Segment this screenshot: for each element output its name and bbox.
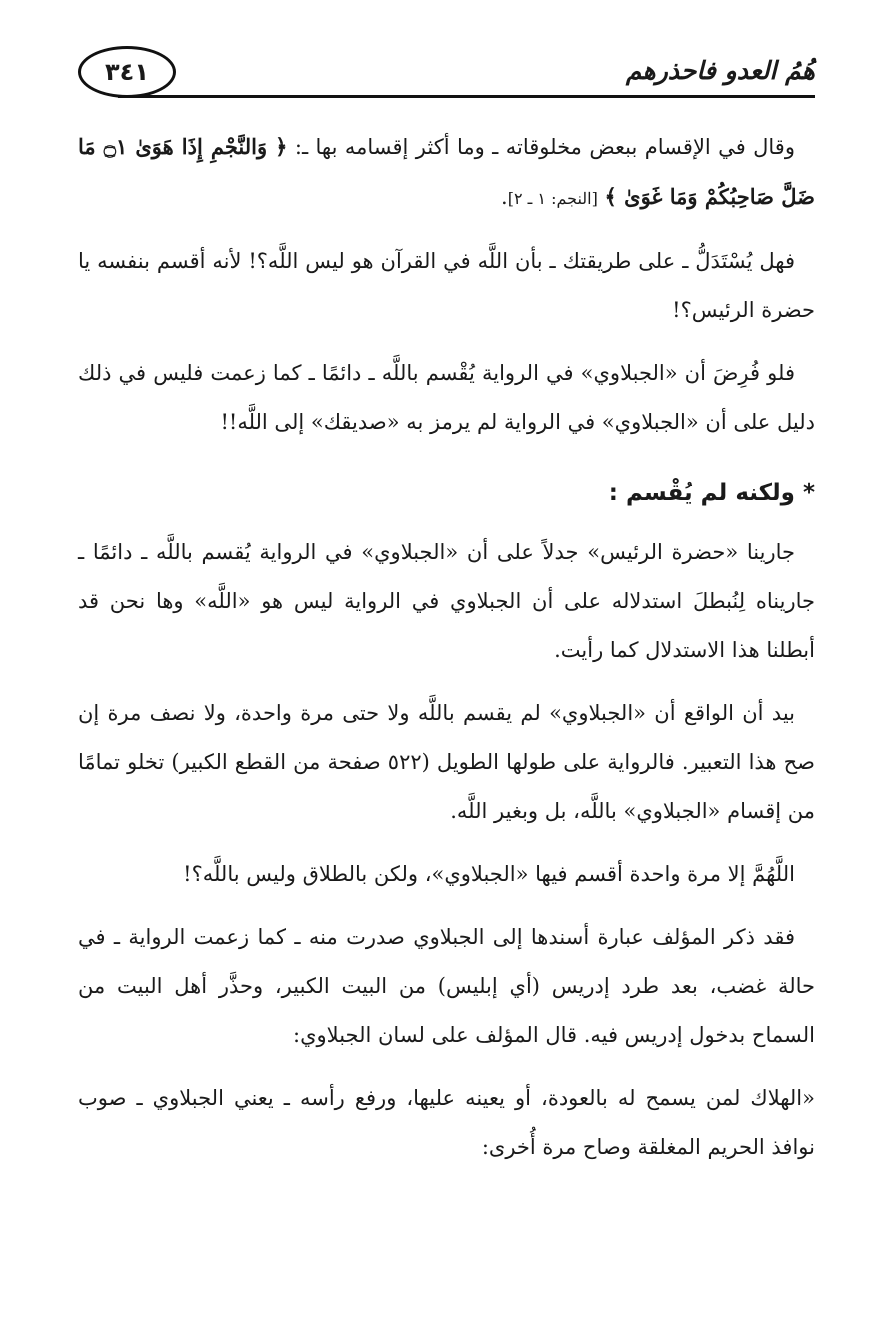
paragraph-oath-creations: [78, 122, 815, 223]
paragraph: فهل يُسْتَدَلُّ ـ على طريقتك ـ بأن اللَّه في القرآن هو ليس اللَّه؟! لأنه أقسم بنفسه يا حضرة الرئيس؟!: [78, 249, 815, 322]
paragraph-text: .: [501, 185, 508, 209]
quoted-paragraph: «الهلاك لمن يسمح له بالعودة، أو يعينه عليها، ورفع رأسه ـ يعني الجبلاوي ـ صوب نوافذ الحريم المغلقة وصاح مرة أُخرى:: [78, 1086, 815, 1159]
running-title: هُمُ العدو فاحذرهم: [625, 56, 815, 85]
page-header: [78, 44, 815, 104]
paragraph: فقد ذكر المؤلف عبارة أسندها إلى الجبلاوي صدرت منه ـ كما زعمت الرواية ـ في حالة غضب، بعد طرد إدريس (أي إبليس) من البيت الكبير، وحذَّر أهل البيت من السماح بدخول إدريس فيه. قال المؤلف على لسان الجبلاوي:: [78, 925, 815, 1047]
quran-verse: ﴿ وَالنَّجْمِ إِذَا هَوَىٰ ۝١ مَا ضَلَّ صَاحِبُكُمْ وَمَا غَوَىٰ ﴾: [78, 134, 815, 209]
paragraph: اللَّهُمَّ إلا مرة واحدة أقسم فيها «الجبلاوي»، ولكن بالطلاق وليس باللَّه؟!: [183, 862, 795, 886]
paragraph: جارينا «حضرة الرئيس» جدلاً على أن «الجبلاوي» في الرواية يُقسم باللَّه ـ دائمًا ـ جاريناه لِنُبطلَ استدلاله على أن الجبلاوي في الرواية ليس هو «اللَّه» وها نحن قد أبطلنا هذا الاستدلال كما رأيت.: [78, 540, 815, 662]
header-rule: [118, 95, 815, 98]
paragraph: فلو فُرِضَ أن «الجبلاوي» في الرواية يُقْسم باللَّه ـ دائمًا ـ كما زعمت فليس في ذلك دليل على أن «الجبلاوي» في الرواية لم يرمز به «صديقك» إلى اللَّه!!: [78, 361, 815, 434]
paragraph: بيد أن الواقع أن «الجبلاوي» لم يقسم باللَّه ولا حتى مرة واحدة، ولا نصف مرة إن صح هذا التعبير. فالرواية على طولها الطويل (٥٢٢ صفحة من القطع الكبير) تخلو تمامًا من إقسام «الجبلاوي» باللَّه، بل وبغير اللَّه.: [78, 701, 815, 823]
section-heading: * ولكنه لم يُقْسم :: [608, 480, 815, 506]
page-number-badge: ٣٤١: [78, 46, 176, 98]
verse-reference: [النجم: ١ ـ ٢]: [507, 189, 598, 208]
body-text: [78, 122, 815, 1186]
paragraph-text: وقال في الإقسام ببعض مخلوقاته ـ وما أكثر إقسامه بها ـ:: [287, 135, 795, 159]
